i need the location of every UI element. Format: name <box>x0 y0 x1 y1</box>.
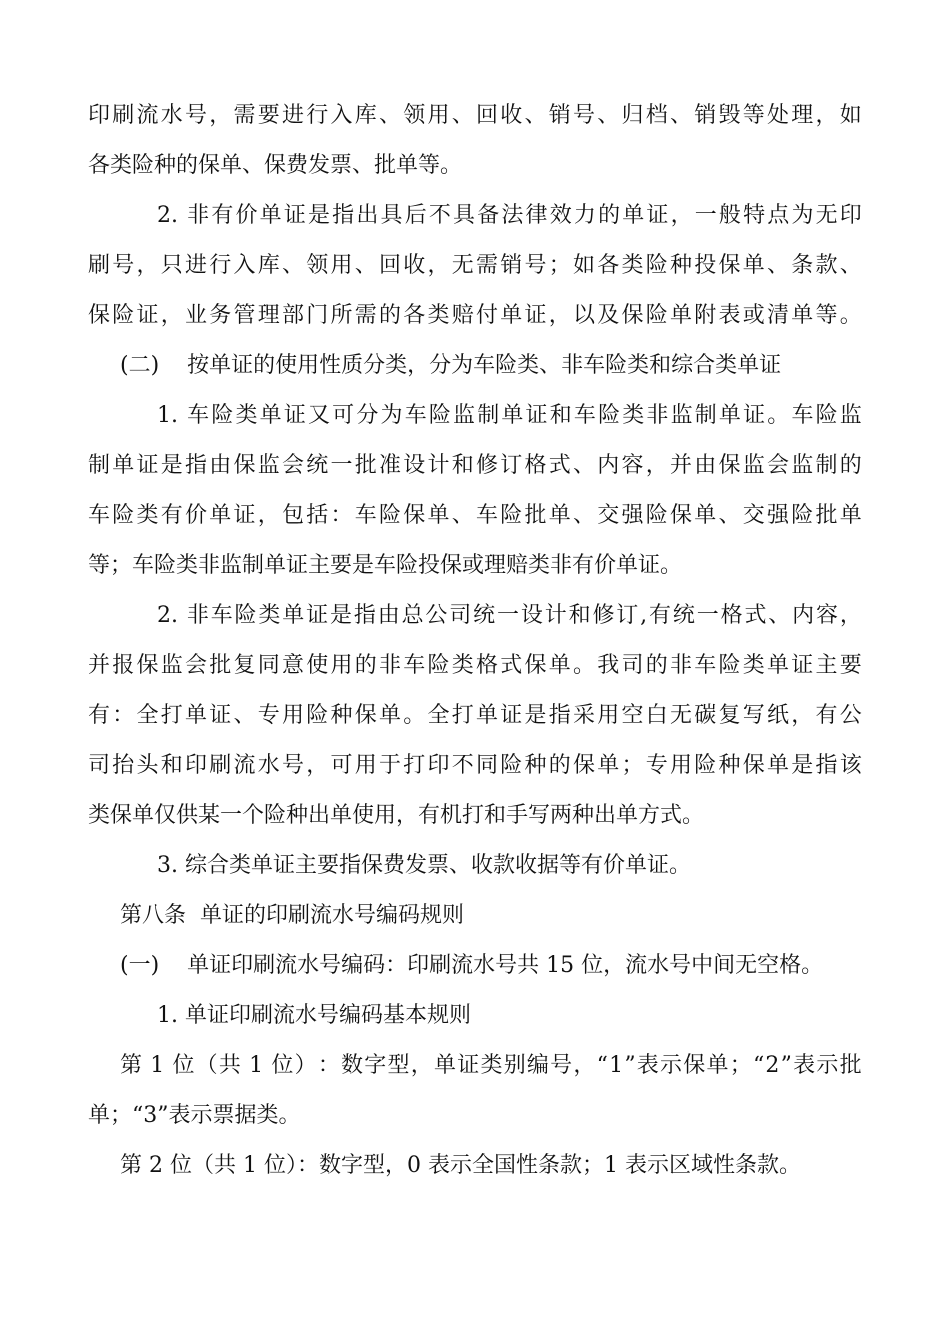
text-line: 第八条 单证的印刷流水号编码规则 <box>120 903 464 928</box>
text-line: 印 刷 流 水 号 ， 需 要 进 行 入 库 、 领 用 、 回 收 、 销 号 、 归 档 、 销 毁 等 处 理 ， 如 <box>88 103 862 128</box>
text-line: 保 险 证 ， 业 务 管 理 部 门 所 需 的 各 类 赔 付 单 证 ， 以 及 保 险 单 附 表 或 清 单 等 。 <box>88 303 862 328</box>
text-line: 等；车险类非监制单证主要是车险投保或理赔类非有价单证。 <box>88 553 683 578</box>
text-line: 1. 单证印刷流水号编码基本规则 <box>157 1003 471 1028</box>
text-line: 第 2 位（共 1 位）：数字型，0 表示全国性条款；1 表示区域性条款。 <box>120 1153 801 1178</box>
text-line: 刷 号 ， 只 进 行 入 库 、 领 用 、 回 收 ， 无 需 销 号 ； 如 各 类 险 种 投 保 单 、 条 款 、 <box>88 253 862 278</box>
text-line: 车 险 类 有 价 单 证 ， 包 括 ： 车 险 保 单 、 车 险 批 单 、 交 强 险 保 单 、 交 强 险 批 单 <box>88 503 862 528</box>
text-line: 制 单 证 是 指 由 保 监 会 统 一 批 准 设 计 和 修 订 格 式 、 内 容 ， 并 由 保 监 会 监 制 的 <box>88 453 862 478</box>
text-line: 类保单仅供某一个险种出单使用，有机打和手写两种出单方式。 <box>88 803 705 828</box>
text-line: 3. 综合类单证主要指保费发票、收款收据等有价单证。 <box>157 853 691 878</box>
text-line: 2. 非 车 险 类 单 证 是 指 由 总 公 司 统 一 设 计 和 修 订 , 有 统 一 格 式 、 内 容 ， <box>157 603 862 628</box>
text-line: 单；“3”表示票据类。 <box>88 1103 301 1128</box>
text-line: 第 1 位 （ 共 1 位 ） ： 数 字 型 ， 单 证 类 别 编 号 ， “ 1 ” 表 示 保 单 ； “ 2 ” 表 示 批 <box>120 1053 862 1078</box>
text-line: 2. 非 有 价 单 证 是 指 出 具 后 不 具 备 法 律 效 力 的 单 证 ， 一 般 特 点 为 无 印 <box>157 203 862 228</box>
text-line: (一) 单证印刷流水号编码：印刷流水号共 15 位，流水号中间无空格。 <box>120 953 824 978</box>
text-line: 司 抬 头 和 印 刷 流 水 号 ， 可 用 于 打 印 不 同 险 种 的 保 单 ； 专 用 险 种 保 单 是 指 该 <box>88 753 862 778</box>
text-line: 各类险种的保单、保费发票、批单等。 <box>88 153 463 178</box>
text-line: 并 报 保 监 会 批 复 同 意 使 用 的 非 车 险 类 格 式 保 单 。 我 司 的 非 车 险 类 单 证 主 要 <box>88 653 862 678</box>
text-line: (二) 按单证的使用性质分类，分为车险类、非车险类和综合类单证 <box>120 353 782 378</box>
text-line: 有 ： 全 打 单 证 、 专 用 险 种 保 单 。 全 打 单 证 是 指 采 用 空 白 无 碳 复 写 纸 ， 有 公 <box>88 703 862 728</box>
text-line: 1. 车 险 类 单 证 又 可 分 为 车 险 监 制 单 证 和 车 险 类 非 监 制 单 证 。 车 险 监 <box>157 403 862 428</box>
